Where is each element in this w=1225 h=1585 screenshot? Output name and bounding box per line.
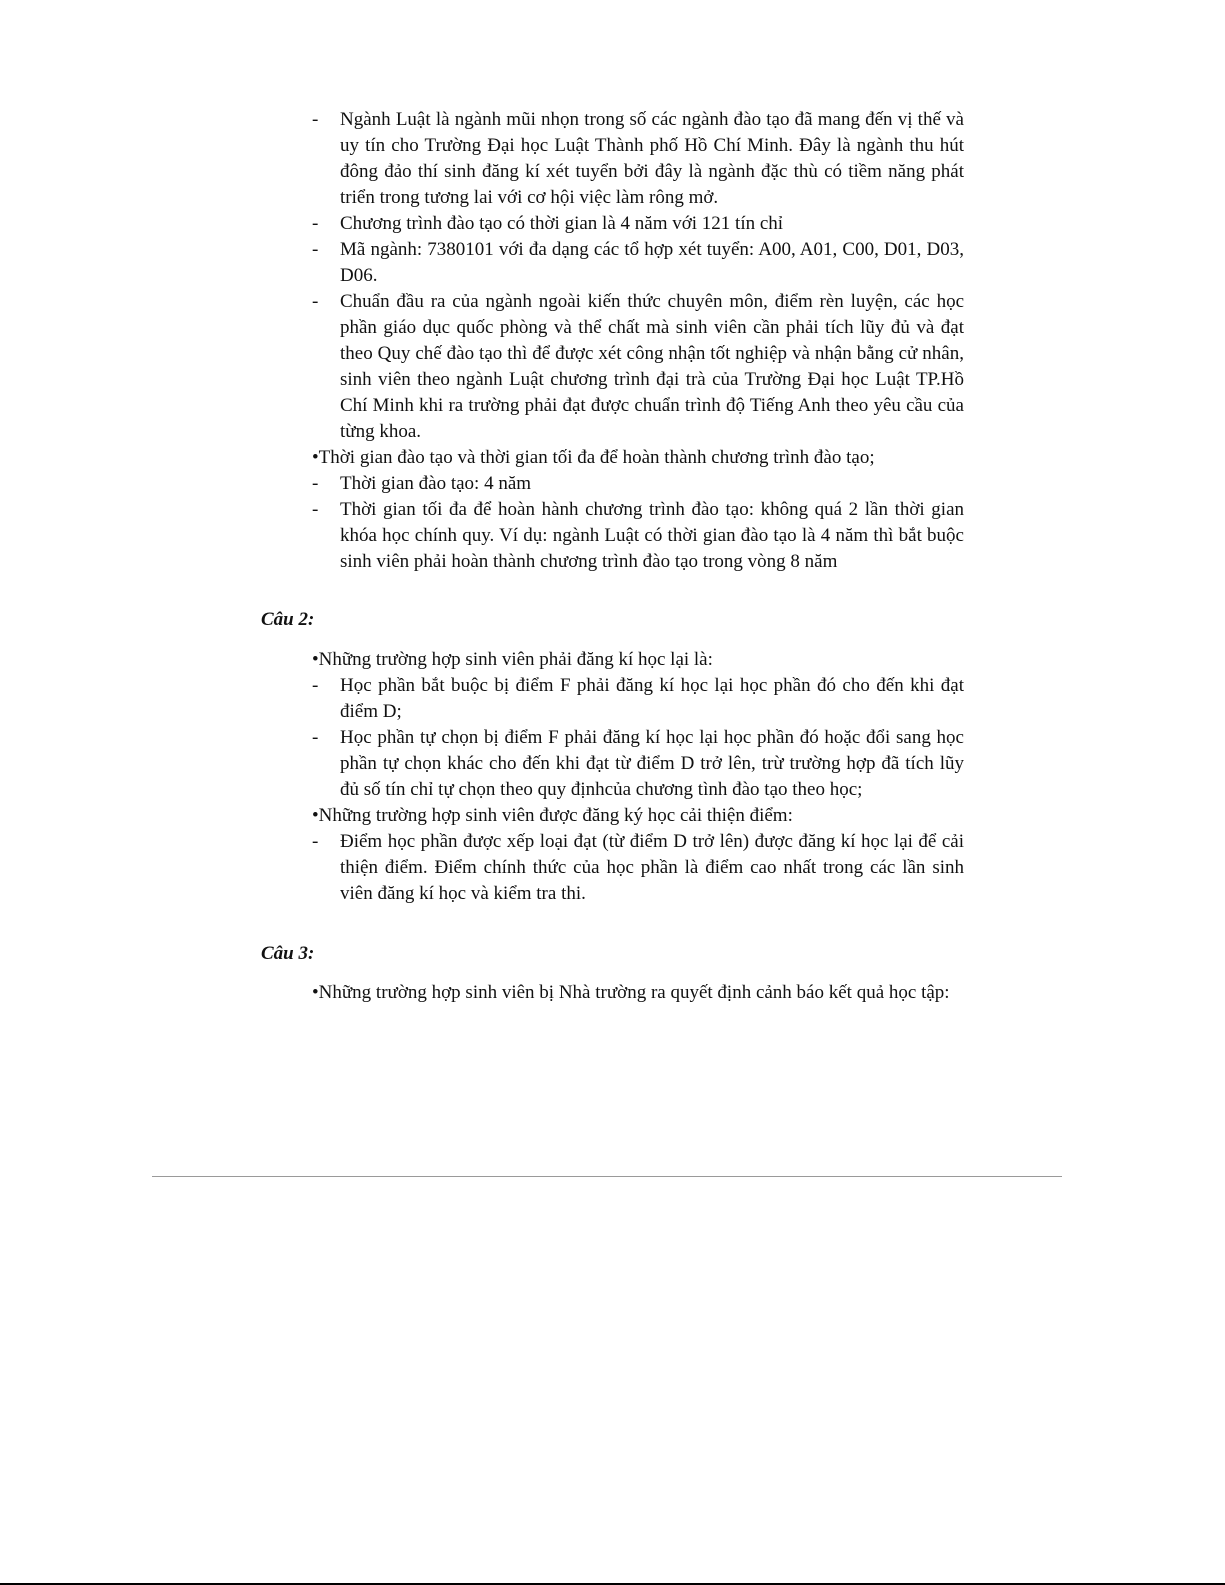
list-item bbox=[312, 673, 964, 725]
dash-marker: - bbox=[312, 675, 319, 696]
dash-marker: - bbox=[312, 499, 319, 520]
dash-marker: - bbox=[312, 109, 319, 130]
item-text: Mã ngành: 7380101 với đa dạng các tổ hợp xét tuyển: A00, A01, C00, D01, D03, D06. bbox=[340, 239, 964, 286]
list-item bbox=[312, 471, 964, 497]
item-text: Điểm học phần được xếp loại đạt (từ điểm D trở lên) được đăng kí học lại để cải thiện điểm. Điểm chính thức của học phần là điểm cao nhất trong các lần sinh viên đăng kí học và kiểm tra thi. bbox=[340, 831, 964, 904]
item-text: Học phần bắt buộc bị điểm F phải đăng kí học lại học phần đó cho đến khi đạt điểm D; bbox=[340, 675, 964, 722]
bullet-item: •Những trường hợp sinh viên bị Nhà trường ra quyết định cảnh báo kết quả học tập: bbox=[312, 982, 950, 1003]
dash-marker: - bbox=[312, 727, 319, 748]
dash-marker: - bbox=[312, 473, 319, 494]
item-text: Chương trình đào tạo có thời gian là 4 năm với 121 tín chỉ bbox=[340, 213, 784, 234]
item-text: Ngành Luật là ngành mũi nhọn trong số các ngành đào tạo đã mang đến vị thế và uy tín cho Trường Đại học Luật Thành phố Hồ Chí Minh. Đây là ngành thu hút đông đảo thí sinh đăng kí xét tuyển bởi đây là ngành đặc thù có tiềm năng phát triển trong tương lai với cơ hội việc làm rông mở. bbox=[340, 109, 964, 208]
list-item bbox=[312, 497, 964, 575]
list-item bbox=[312, 829, 964, 907]
list-item bbox=[312, 725, 964, 803]
list-item bbox=[312, 107, 964, 211]
dash-marker: - bbox=[312, 291, 319, 312]
section-cau-2 bbox=[312, 647, 964, 907]
item-text: Thời gian tối đa để hoàn hành chương trình đào tạo: không quá 2 lần thời gian khóa học chính quy. Ví dụ: ngành Luật có thời gian đào tạo là 4 năm thì bắt buộc sinh viên phải hoàn thành chương trình đào tạo trong vòng 8 năm bbox=[340, 499, 964, 572]
page-divider bbox=[152, 1176, 1062, 1177]
dash-marker: - bbox=[312, 213, 319, 234]
section-1 bbox=[312, 107, 964, 575]
item-text: Thời gian đào tạo: 4 năm bbox=[340, 473, 532, 494]
list-item bbox=[312, 211, 964, 237]
list-item bbox=[312, 237, 964, 289]
bullet-item: •Những trường hợp sinh viên được đăng ký học cải thiện điểm: bbox=[312, 805, 793, 826]
cau-3-heading: Câu 3: bbox=[261, 943, 315, 964]
cau-2-heading: Câu 2: bbox=[261, 609, 315, 630]
item-text: Học phần tự chọn bị điểm F phải đăng kí học lại học phần đó hoặc đổi sang học phần tự chọn khác cho đến khi đạt từ điểm D trở lên, trừ trường hợp đã tích lũy đủ số tín chỉ tự chọn theo quy địnhcủa chương tình đào tạo theo học; bbox=[340, 727, 964, 800]
bullet-item: •Những trường hợp sinh viên phải đăng kí học lại là: bbox=[312, 649, 713, 670]
dash-marker: - bbox=[312, 239, 319, 260]
item-text: Chuẩn đầu ra của ngành ngoài kiến thức chuyên môn, điểm rèn luyện, các học phần giáo dục quốc phòng và thể chất mà sinh viên cần phải tích lũy đủ và đạt theo Quy chế đào tạo thì để được xét công nhận tốt nghiệp và nhận bằng cử nhân, sinh viên theo ngành Luật chương trình đại trà của Trường Đại học Luật TP.Hồ Chí Minh khi ra trường phải đạt được chuẩn trình độ Tiếng Anh theo yêu cầu của từng khoa. bbox=[340, 291, 964, 442]
dash-marker: - bbox=[312, 831, 319, 852]
list-item bbox=[312, 289, 964, 445]
section-cau-3 bbox=[312, 980, 964, 1006]
bullet-item: •Thời gian đào tạo và thời gian tối đa để hoàn thành chương trình đào tạo; bbox=[312, 447, 875, 468]
